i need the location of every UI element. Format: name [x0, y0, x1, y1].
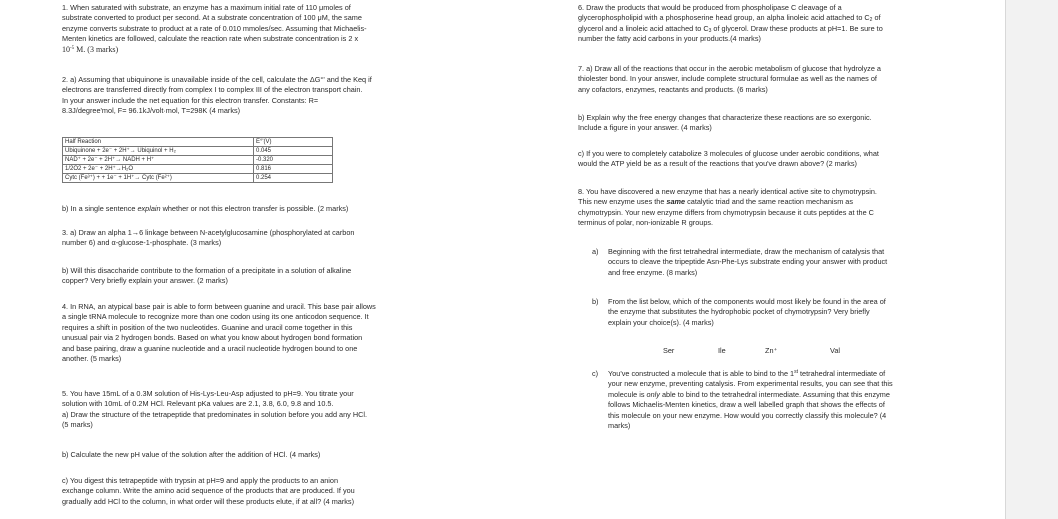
q2b-text: whether or not this electron transfer is possible. (2 marks)	[160, 204, 349, 213]
question-7c	[578, 149, 879, 170]
q8b-line: explain your choice(s). (4 marks)	[608, 317, 714, 327]
q8b-line: From the list below, which of the components would most likely be found in the area of	[608, 297, 886, 306]
q2a-line: In your answer include the net equation for this electron transfer. Constants: R=	[62, 95, 319, 105]
q8-emphasis: same	[666, 197, 686, 207]
question-8b	[608, 297, 886, 328]
question-8c-label: c)	[592, 369, 599, 378]
q6-line	[578, 24, 883, 34]
question-8	[578, 187, 877, 229]
q8a-line: occurs to cleave the tripeptide Asn-Phe-Lys substrate ending your answer with product	[608, 257, 888, 267]
q4-line: another. (5 marks)	[62, 353, 122, 363]
table-cell: -0.320	[254, 156, 333, 165]
question-4	[62, 302, 376, 364]
q6-subscript: 2	[869, 17, 873, 24]
q8-line: 8. You have discovered a new enzyme that has a nearly identical active site to chymotrypsin.	[578, 187, 877, 196]
q8c-superscript: st	[794, 369, 798, 375]
q5c-line: exchange column. Write the amino acid sequence of the products that are produced. If you	[62, 486, 355, 496]
q8-line	[578, 197, 877, 207]
q2a-line: 2. a) Assuming that ubiquinone is unavailable inside of the cell, calculate the ΔG°' and the Keq if	[62, 75, 372, 84]
q8c-text: You've constructed a molecule that is able to bind to the 1	[608, 369, 795, 378]
q8-text: This new enzyme uses the	[578, 197, 667, 207]
question-7a	[578, 64, 881, 95]
q4-line: a single tRNA molecule to recognize more than one codon using its one anticodon sequence. It	[62, 312, 369, 322]
table-cell: Cytc (Fe³⁺) + + 1e⁻ + 1H⁺→ Cytc (Fe²⁺)	[63, 174, 254, 183]
question-7b	[578, 113, 872, 134]
question-8a	[608, 247, 887, 278]
q2a-line: 8.3J/degree'mol, F= 96.1kJ/volt·mol, T=298K (4 marks)	[62, 106, 241, 116]
question-5	[62, 389, 367, 431]
q5c-line: c) You digest this tetrapeptide with trypsin at pH=9 and apply the products to an anion	[62, 476, 339, 485]
q5c-line: gradually add HCl to the column, in what order will these products elute, if at all? (4 marks)	[62, 496, 355, 506]
q1-line: substrate converted to product per second. At a substrate concentration of 100 μM, the same	[62, 13, 362, 23]
q5-line: solution with 10mL of 0.2M HCl. Relevant pKa values are 2.1, 3.8, 6.0, 9.8 and 10.5.	[62, 399, 334, 409]
option-zn: Zn⁺	[765, 346, 778, 355]
q7b-line: Include a figure in your answer. (4 marks)	[578, 123, 712, 133]
q3b-line: copper? Very briefly explain your answer. (2 marks)	[62, 276, 228, 286]
q8c-line: your new enzyme, preventing catalysis. From experimental results, you can see that this	[608, 379, 893, 389]
question-5b	[62, 450, 320, 460]
table-cell: Ubiquinone + 2e⁻ + 2H⁺→ Ubiquinol + H₂	[63, 147, 254, 156]
q8c-emphasis: only	[646, 389, 660, 399]
q1-line: enzyme converts substrate to product at a rate of 0.010 mmoles/sec. Assuming that Michaelis-	[62, 23, 367, 33]
q4-line: and base pairing, draw a guanine nucleotide and a uracil nucleotide hydrogen bound to one	[62, 343, 358, 353]
question-8a-label: a)	[592, 247, 599, 256]
q7a-line: thiolester bond. In your answer, include complete structural formulae as well as the names of	[578, 74, 877, 84]
table-row	[63, 147, 333, 156]
q8a-line: and free enzyme. (8 marks)	[608, 267, 698, 277]
table-header: E°'(V)	[254, 138, 333, 147]
q8b-line: the enzyme that substitutes the hydrophobic pocket of chymotrypsin? Very briefly	[608, 307, 870, 317]
q7c-line: would the ATP yield be as a result of the reactions that you've drawn above? (2 marks)	[578, 159, 857, 169]
q1-line: Menten kinetics are followed, calculate the reaction rate when substrate concentration is 2 x	[62, 34, 359, 44]
question-2a	[62, 75, 372, 117]
q8c-line	[608, 390, 893, 400]
question-2b	[62, 204, 348, 214]
q8c-text: molecule is	[608, 389, 647, 399]
q8c-line: follows Michaelis-Menten kinetics, draw a well labelled graph that shows the effects of	[608, 400, 885, 410]
option-val: Val	[830, 346, 841, 355]
q2b-text: b) In a single sentence	[62, 204, 138, 213]
table-row	[63, 174, 333, 183]
q6-line	[578, 13, 883, 23]
viewer-background	[1005, 0, 1058, 519]
q6-text: of	[872, 13, 881, 23]
q1-line: 1. When saturated with substrate, an enzyme has a maximum initial rate of 110 μmoles of	[62, 3, 351, 12]
question-3a	[62, 228, 354, 249]
question-8c	[608, 369, 893, 431]
table-cell: NAD⁺ + 2e⁻ + 2H⁺→ NADH + H⁺	[63, 156, 254, 165]
q7c-line: c) If you were to completely catabolize 3 molecules of glucose under aerobic conditions, what	[578, 149, 879, 158]
table-cell: 1/2O2 + 2e⁻ + 2H⁺→H₂O	[63, 165, 254, 174]
table-cell: 0.254	[254, 174, 333, 183]
table-cell: 0.045	[254, 147, 333, 156]
q8c-line: this molecule on your new enzyme. How would you correctly classify this molecule? (4	[608, 410, 887, 420]
table-row	[63, 165, 333, 174]
half-reaction-table	[62, 137, 333, 183]
q8-line: terminus of polar, non-ionizable R groups.	[578, 218, 714, 228]
q1-exponent-base: 10	[62, 44, 70, 54]
q1-exponent: -5	[70, 45, 75, 51]
q6-line: number the fatty acid carbons in your products.(4 marks)	[578, 34, 761, 44]
q8c-line	[608, 369, 893, 379]
q6-text: glycerophospholipid with a phosphoserine head group, an alpha linoleic acid attached to C	[578, 13, 870, 23]
option-ser: Ser	[663, 346, 675, 355]
q8c-text: able to bind to the tetrahedral intermediate. Assuming that this enzyme	[659, 389, 890, 399]
q7b-line: b) Explain why the free energy changes that characterize these reactions are so exergonic.	[578, 113, 872, 122]
q8-line: chymotrypsin. Your new enzyme differs from chymotrypsin because it cuts peptides at the C	[578, 207, 874, 217]
q4-line: unusual pair via 2 hydrogen bonds. Based on what you know about hydrogen bond formation	[62, 333, 363, 343]
q1-line	[62, 45, 367, 55]
q5-line: 5. You have 15mL of a 0.3M solution of His-Lys-Leu-Asp adjusted to pH=9. You titrate your	[62, 389, 354, 398]
question-5c	[62, 476, 355, 507]
q2b-emphasis: explain	[137, 204, 161, 213]
q6-subscript: 3	[708, 27, 712, 34]
q6-text: glycerol and a linoleic acid attached to C	[578, 23, 709, 33]
question-6	[578, 3, 883, 45]
q8c-line: marks)	[608, 420, 631, 430]
q7a-line: any cofactors, enzymes, reactants and products. (6 marks)	[578, 84, 768, 94]
q8-text: catalytic triad and the same reaction mechanism as	[685, 197, 854, 207]
q2a-line: electrons are transferred directly from complex I to complex III of the electron transport chain.	[62, 85, 363, 95]
q3a-line: 3. a) Draw an alpha 1→6 linkage between N-acetylglucosamine (phosphorylated at carbon	[62, 228, 355, 237]
q4-line: 4. In RNA, an atypical base pair is able to form between guanine and uracil. This base pair allows	[62, 302, 376, 311]
q7a-line: 7. a) Draw all of the reactions that occur in the aerobic metabolism of glucose that hydrolyze a	[578, 64, 881, 73]
table-row	[63, 156, 333, 165]
q8a-line: Beginning with the first tetrahedral intermediate, draw the mechanism of catalysis that	[608, 247, 885, 256]
q6-line: 6. Draw the products that would be produced from phospholipase C cleavage of a	[578, 3, 842, 12]
q2b-line	[62, 204, 348, 214]
q5b-line: b) Calculate the new pH value of the solution after the addition of HCl. (4 marks)	[62, 450, 321, 459]
q5-line: (5 marks)	[62, 420, 93, 430]
question-8b-label: b)	[592, 297, 599, 306]
option-ile: Ile	[718, 346, 726, 355]
table-header: Half Reaction	[63, 138, 254, 147]
question-3b	[62, 266, 351, 287]
q4-line: requires a shift in position of the two nucleotides. Guanine and uracil come together in this	[62, 322, 353, 332]
q6-text: of glycerol. Draw these products at pH=1. Be sure to	[711, 23, 883, 33]
q8c-text: tetrahedral intermediate of	[798, 369, 886, 378]
q3b-line: b) Will this disaccharide contribute to the formation of a precipitate in a solution of alkaline	[62, 266, 352, 275]
question-1	[62, 3, 367, 55]
q3a-line: number 6) and α-glucose-1-phosphate. (3 marks)	[62, 238, 222, 248]
q5-line: a) Draw the structure of the tetrapeptide that predominates in solution before you add any HCl.	[62, 409, 368, 419]
table-header-row	[63, 138, 333, 147]
q1-unit: M. (3 marks)	[76, 44, 119, 54]
table-cell: 0.816	[254, 165, 333, 174]
